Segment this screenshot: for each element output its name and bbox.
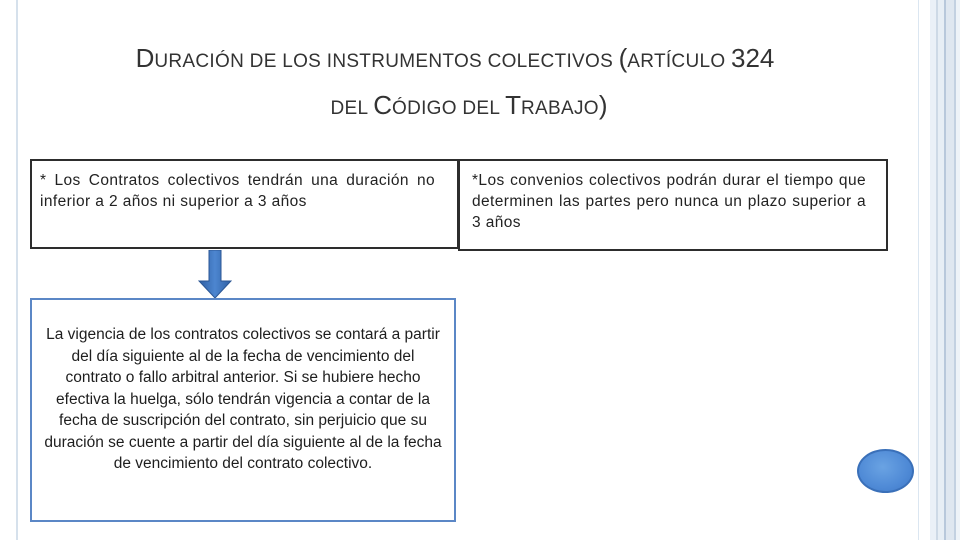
title-line-1-segment: ARTÍCULO (627, 51, 731, 72)
title-line-2-segment: ÓDIGO DEL (391, 98, 506, 119)
slide-title (40, 38, 870, 130)
slide-frame-right-line (918, 0, 919, 540)
title-line-1-segment: URACIÓN DE LOS INSTRUMENTOS COLECTIVOS (154, 51, 619, 72)
title-line-1-segment: ( (618, 43, 628, 73)
circle-button-icon[interactable] (857, 449, 914, 493)
title-line-2-segment: T (505, 90, 522, 120)
title-line-2-segment: C (373, 90, 392, 120)
bottom-box-text: La vigencia de los contratos colectivos se contará a partir del día siguiente al de la fecha de vencimiento del contrato o fallo arbitral anterior. Si se hubiere hecho efectiva la huelga, sólo tendrán vigencia a contar de la fecha de suscripción del contrato, sin perjuicio que su duración se cuente a partir del día siguiente al de la fecha de vencimiento del contrato colectivo. (44, 326, 442, 472)
title-line-1-segment: 324 (731, 43, 775, 73)
title-line-1-segment: D (135, 43, 155, 73)
slide-frame-left-line (16, 0, 18, 540)
left-text-box (30, 159, 458, 249)
title-line-1 (40, 38, 870, 83)
title-line-2 (40, 85, 870, 130)
title-line-2-segment: DEL (330, 98, 374, 119)
right-box-text: *Los convenios colectivos podrán durar el tiempo que determinen las partes pero nunca un plazo superior a 3 años (472, 172, 866, 231)
left-box-text: * Los Contratos colectivos tendrán una duración no inferior a 2 años ni superior a 3 años (40, 172, 435, 210)
right-text-box (458, 159, 888, 251)
title-line-2-segment: ) (598, 90, 608, 120)
bottom-text-box (30, 298, 456, 522)
arrow-down-icon (198, 250, 232, 300)
title-line-2-segment: RABAJO (521, 98, 599, 119)
decorative-side-stripe (930, 0, 960, 540)
